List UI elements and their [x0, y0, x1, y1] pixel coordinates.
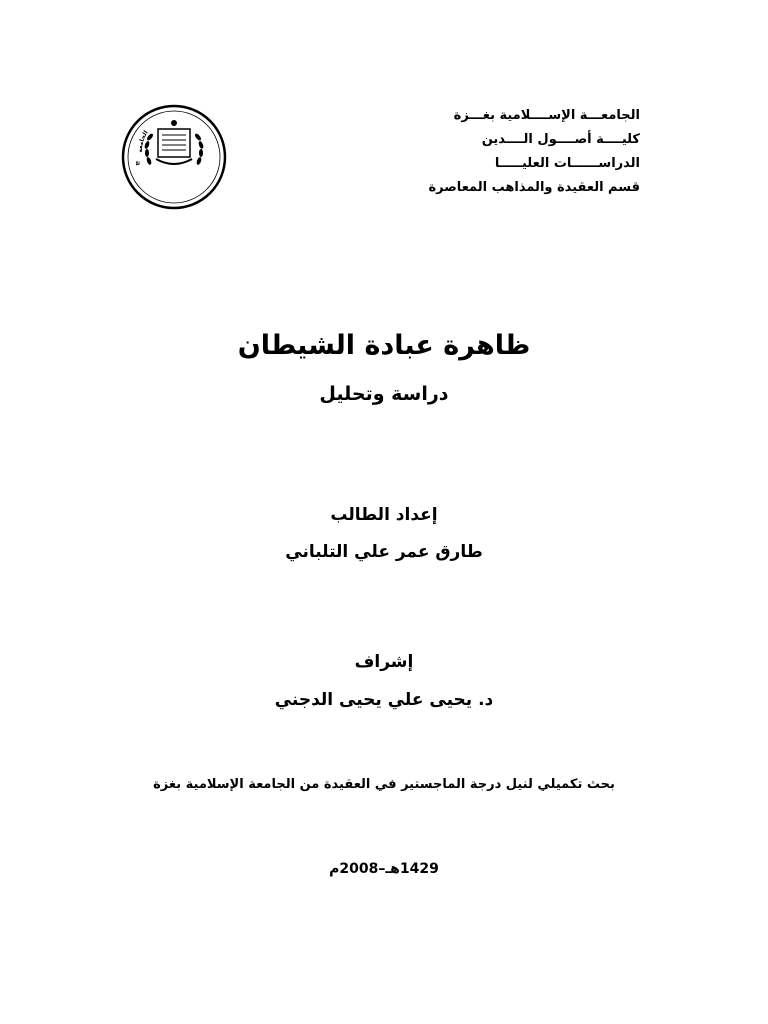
- logo-arabic-text: الجامعة: [136, 129, 150, 153]
- thesis-date: 1429هـ–2008م: [329, 861, 439, 877]
- graduate-studies: الدراســــــات العليـــــا: [494, 156, 640, 171]
- thesis-subtitle: دراسة وتحليل: [319, 383, 449, 405]
- thesis-degree-note: بحث تكميلي لنيل درجة الماجستير في العقيدة من الجامعة الإسلامية بغزة: [153, 777, 615, 792]
- university-logo-icon: [120, 103, 228, 211]
- faculty-name: كليــــة أصــــول الــــدين: [481, 132, 640, 147]
- department-name: قسم العقيدة والمذاهب المعاصرة: [428, 180, 640, 195]
- thesis-title: ظاهرة عبادة الشيطان: [237, 330, 531, 361]
- supervisor-name: د. يحيى علي يحيى الدجني: [274, 690, 494, 710]
- student-name: طارق عمر علي التلباني: [285, 542, 483, 562]
- logo-english-text: a: [133, 160, 144, 166]
- prepared-by-label: إعداد الطالب: [330, 505, 438, 525]
- university-header: [410, 104, 640, 200]
- supervision-label: إشراف: [354, 652, 414, 672]
- university-name: الجامعـــة الإســــلامية بغـــزة: [453, 108, 640, 123]
